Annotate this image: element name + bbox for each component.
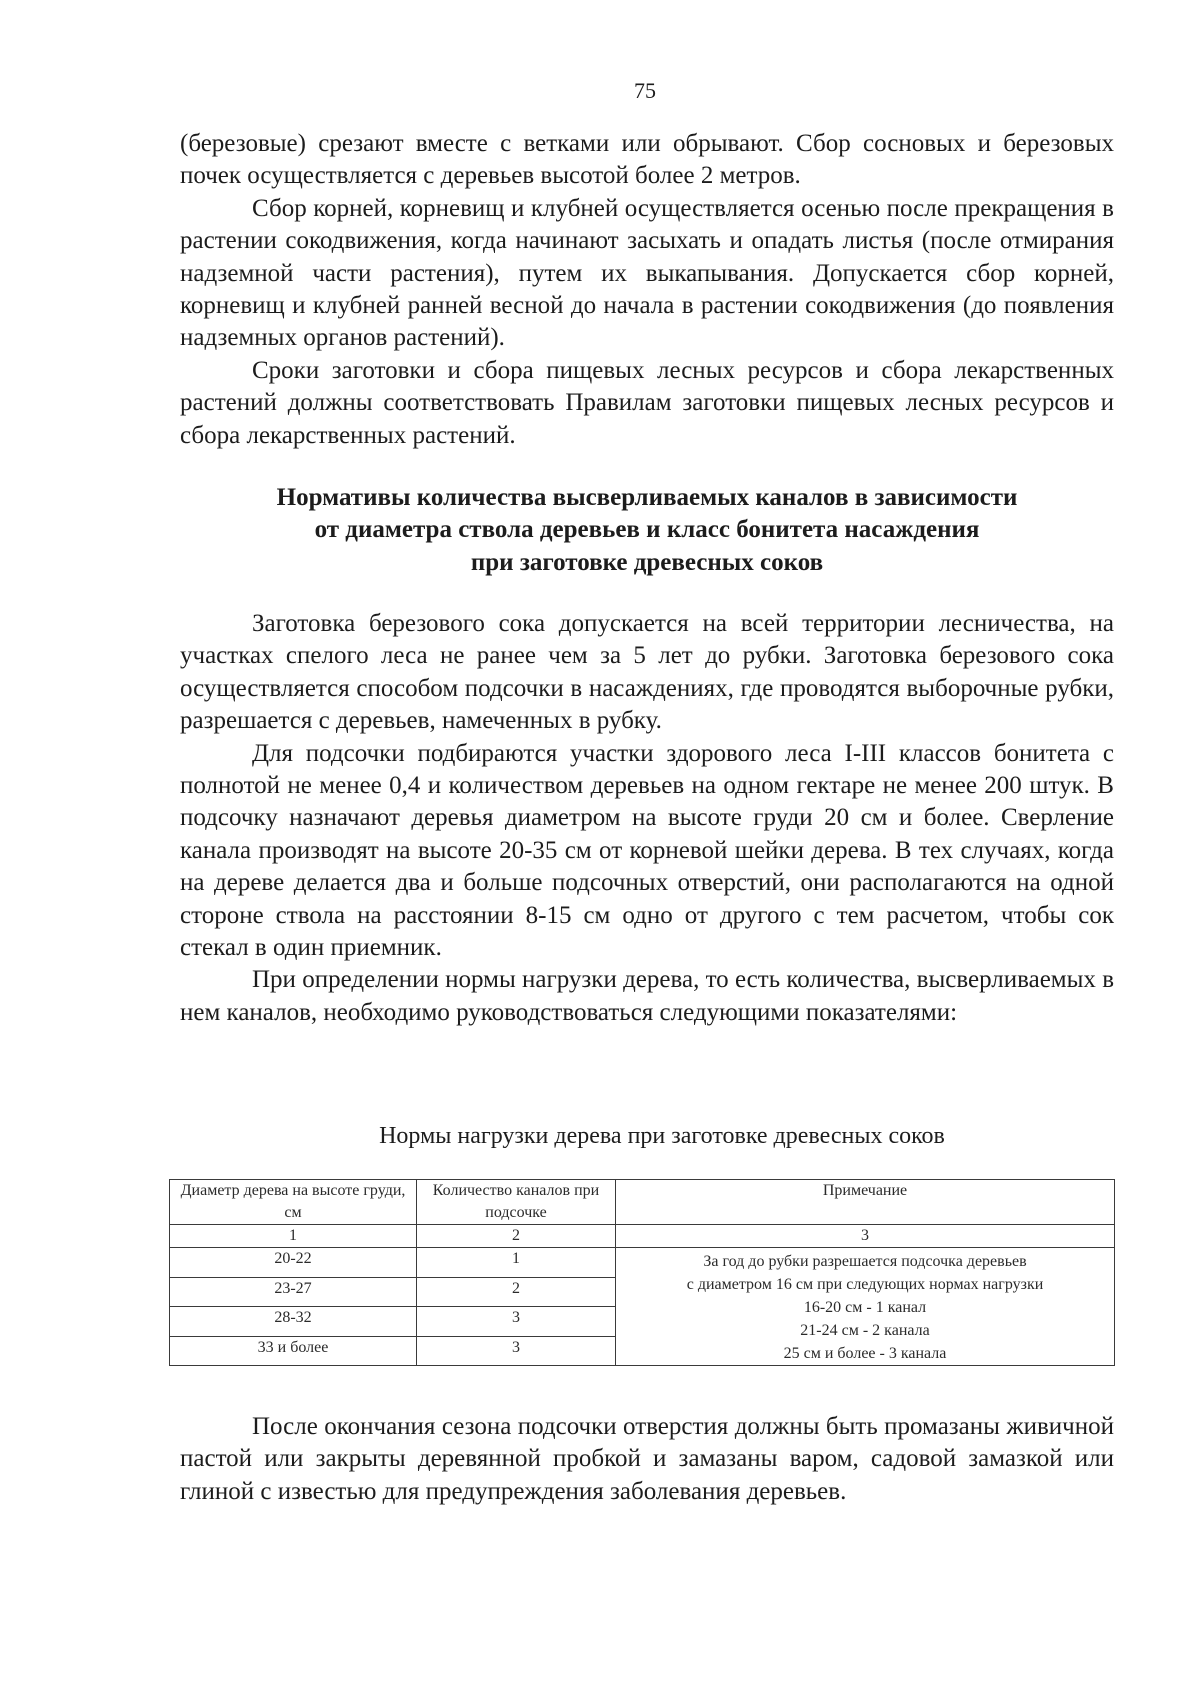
header-channels: Количество каналов при подсочке xyxy=(417,1180,616,1225)
heading-line: от диаметра ствола деревьев и класс бонитета насаждения xyxy=(314,516,980,544)
cell-diameter: 33 и более xyxy=(170,1336,417,1366)
text-block-main xyxy=(180,608,1114,1029)
cell-channels: 3 xyxy=(417,1307,616,1337)
cell-channels: 2 xyxy=(417,1277,616,1307)
paragraph: Сроки заготовки и сбора пищевых лесных ресурсов и сбора лекарственных растений должны соответствовать Правилам заготовки пищевых лесных ресурсов и сбора лекарственных растений. xyxy=(180,356,1114,449)
norms-table-wrapper xyxy=(169,1179,1115,1366)
paragraph: Сбор корней, корневищ и клубней осуществляется осенью после прекращения в растении сокодвижения, когда начинают засыхать и опадать листья (после отмирания надземной части растения), путем их выкапывания. Допускается сбор корней, корневищ и клубней ранней весной до начала в растении сокодвижения (до появления надземных органов растений). xyxy=(180,194,1114,352)
text-block-closing xyxy=(180,1411,1114,1508)
header-diameter: Диаметр дерева на высоте груди, см xyxy=(170,1180,417,1225)
note-line: с диаметром 16 см при следующих нормах нагрузки xyxy=(686,1276,1044,1293)
cell-diameter: 20-22 xyxy=(170,1248,417,1278)
paragraph: После окончания сезона подсочки отверстия должны быть промазаны живичной пастой или закрыты деревянной пробкой и замазаны варом, садовой замазкой или глиной с известью для предупреждения заболевания деревьев. xyxy=(180,1413,1114,1505)
cell-channels: 1 xyxy=(417,1248,616,1278)
cell-channels: 3 xyxy=(417,1336,616,1366)
paragraph: Заготовка березового сока допускается на всей территории лесничества, на участках спелого леса не ранее чем за 5 лет до рубки. Заготовка березового сока осуществляется способом подсочки в насаждениях, где проводятся выборочные рубки, разрешается с деревьев, намеченных в рубку. xyxy=(180,610,1114,735)
heading-line: при заготовке древесных соков xyxy=(470,548,824,576)
table-row xyxy=(170,1248,1115,1278)
heading-line: Нормативы количества высверливаемых каналов в зависимости xyxy=(276,484,1018,511)
column-number: 3 xyxy=(616,1225,1115,1248)
cell-diameter: 23-27 xyxy=(170,1277,417,1307)
table-number-row xyxy=(170,1225,1115,1248)
column-number: 2 xyxy=(417,1225,616,1248)
paragraph: При определении нормы нагрузки дерева, то есть количества, высверливаемых в нем каналов, необходимо руководствоваться следующими показателями: xyxy=(180,966,1114,1026)
note-line: За год до рубки разрешается подсочка деревьев xyxy=(703,1253,1027,1270)
table-title: Нормы нагрузки дерева при заготовке древесных соков xyxy=(379,1123,945,1149)
note-line: 21-24 см - 2 канала xyxy=(800,1322,930,1339)
column-number: 1 xyxy=(170,1225,417,1248)
note-line: 25 см и более - 3 канала xyxy=(783,1345,947,1362)
header-note: Примечание xyxy=(616,1180,1115,1225)
norms-table xyxy=(169,1179,1115,1366)
note-line: 16-20 см - 1 канал xyxy=(803,1299,927,1316)
table-header-row xyxy=(170,1180,1115,1225)
page-number: 75 xyxy=(634,78,656,103)
section-heading xyxy=(180,482,1114,579)
text-block-intro xyxy=(180,128,1114,452)
cell-diameter: 28-32 xyxy=(170,1307,417,1337)
cell-note xyxy=(616,1248,1115,1366)
paragraph: (березовые) срезают вместе с ветками или обрывают. Сбор сосновых и березовых почек осуществляется с деревьев высотой более 2 метров. xyxy=(180,130,1114,190)
paragraph: Для подсочки подбираются участки здорового леса I-III классов бонитета с полнотой не менее 0,4 и количеством деревьев на одном гектаре не менее 200 штук. В подсочку назначают деревья диаметром на высоте груди 20 см и более. Сверление канала производят на высоте 20-35 см от корневой шейки дерева. В тех случаях, когда на дереве делается два и больше подсочных отверстий, они располагаются на одной стороне ствола на расстоянии 8-15 см одно от другого с тем расчетом, чтобы сок стекал в один приемник. xyxy=(180,739,1114,962)
